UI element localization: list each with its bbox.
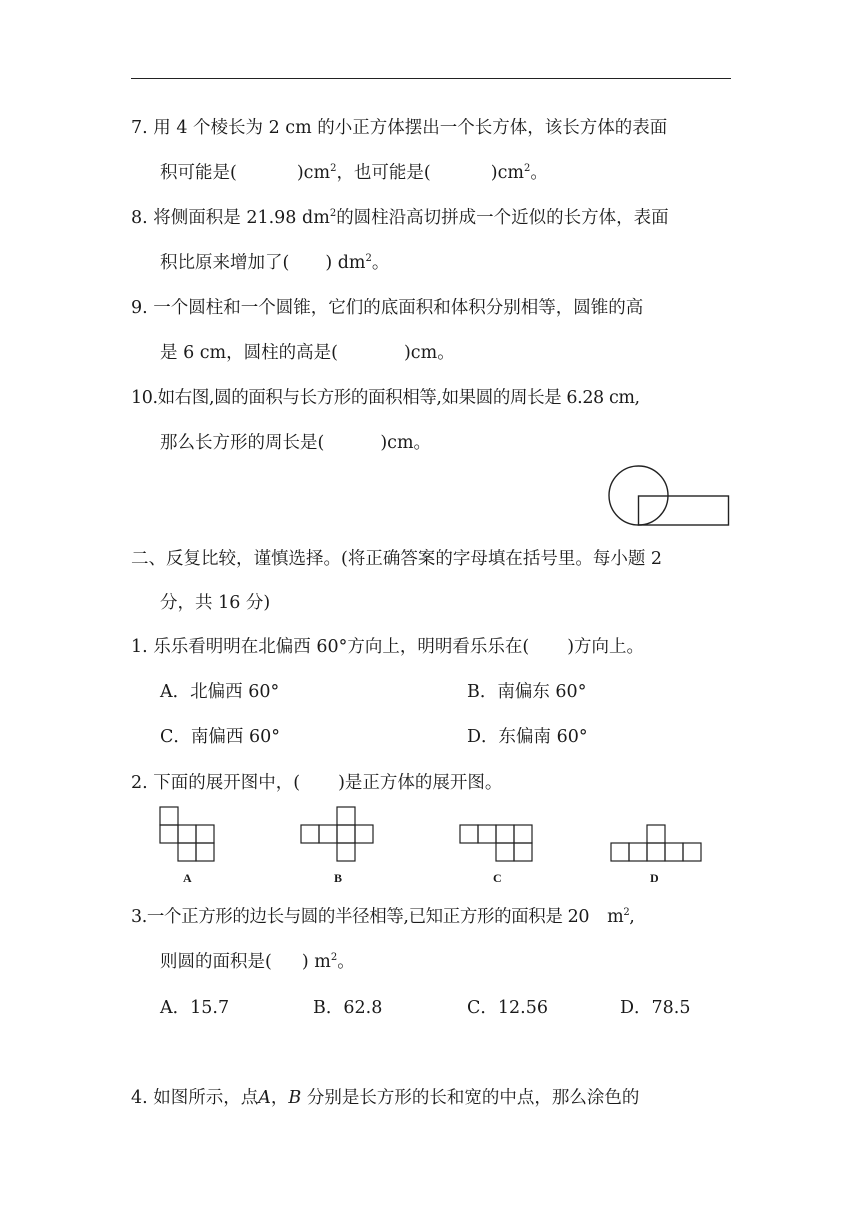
q8-line1: 8. 将侧面积是 21.98 $dm^2$的圆柱沿高切拼成一个近似的长方体，表面 [131, 208, 669, 228]
net-c-figure[interactable] [459, 824, 535, 862]
q9-line2: 是 6 cm，圆柱的高是( )cm。 [160, 343, 455, 363]
section2-title: 二、反复比较，谨慎选择。(将正确答案的字母填在括号里。每小题 2 [131, 549, 663, 569]
net-d-figure[interactable] [610, 824, 704, 862]
net-b-figure[interactable] [300, 806, 376, 862]
s2q3-option-c[interactable]: C．12.56 [467, 998, 548, 1018]
s2q2-text: 2. 下面的展开图中，( )是正方体的展开图。 [131, 773, 503, 793]
q8-number: 8. [131, 208, 148, 228]
s2q1-option-b[interactable]: B．南偏东 60° [467, 682, 587, 702]
s2q4-text: 4. 如图所示，点A，B 分别是长方形的长和宽的中点，那么涂色的 [131, 1088, 640, 1108]
s2q3-line1: 3.一个正方形的边长与圆的半径相等,已知正方形的面积是 20 $m^2$, [131, 907, 635, 927]
net-b-label: B [334, 871, 343, 885]
section2-title-line2: 分，共 16 分) [160, 593, 271, 613]
top-rule [131, 78, 731, 79]
s2q1-text: 1. 乐乐看明明在北偏西 60°方向上，明明看乐乐在( )方向上。 [131, 637, 645, 657]
q10-number: 10. [131, 388, 158, 408]
net-a-label: A [183, 871, 192, 885]
s2q1-option-d[interactable]: D．东偏南 60° [467, 727, 588, 747]
s2q1-option-a[interactable]: A．北偏西 60° [160, 682, 280, 702]
s2q1-option-c[interactable]: C．南偏西 60° [160, 727, 280, 747]
q7-line2: 积可能是( )$cm^2$，也可能是( )$cm^2$。 [160, 163, 548, 183]
s2q3-option-a[interactable]: A．15.7 [160, 998, 230, 1018]
q7-number: 7. [131, 118, 148, 138]
q9-line1: 9. 一个圆柱和一个圆锥，它们的底面积和体积分别相等，圆锥的高 [131, 298, 644, 318]
q8-line2: 积比原来增加了( ) $dm^2$。 [160, 253, 390, 273]
net-c-label: C [493, 871, 502, 885]
q9-number: 9. [131, 298, 148, 318]
s2q3-option-d[interactable]: D．78.5 [620, 998, 691, 1018]
q7-text: 用 4 个棱长为 2 cm 的小正方体摆出一个长方体，该长方体的表面 [153, 118, 668, 138]
s2q3-option-b[interactable]: B．62.8 [313, 998, 383, 1018]
s2q3-line2: 则圆的面积是( ) $m^2$。 [160, 952, 355, 972]
net-a-figure[interactable] [159, 806, 217, 862]
net-d-label: D [650, 871, 659, 885]
circle-rectangle-figure [603, 464, 733, 530]
q7-line1 [131, 115, 667, 141]
q10-line2: 那么长方形的周长是( )cm。 [160, 433, 432, 453]
q10-line1: 10.如右图,圆的面积与长方形的面积相等,如果圆的周长是 6.28 cm, [131, 388, 640, 408]
